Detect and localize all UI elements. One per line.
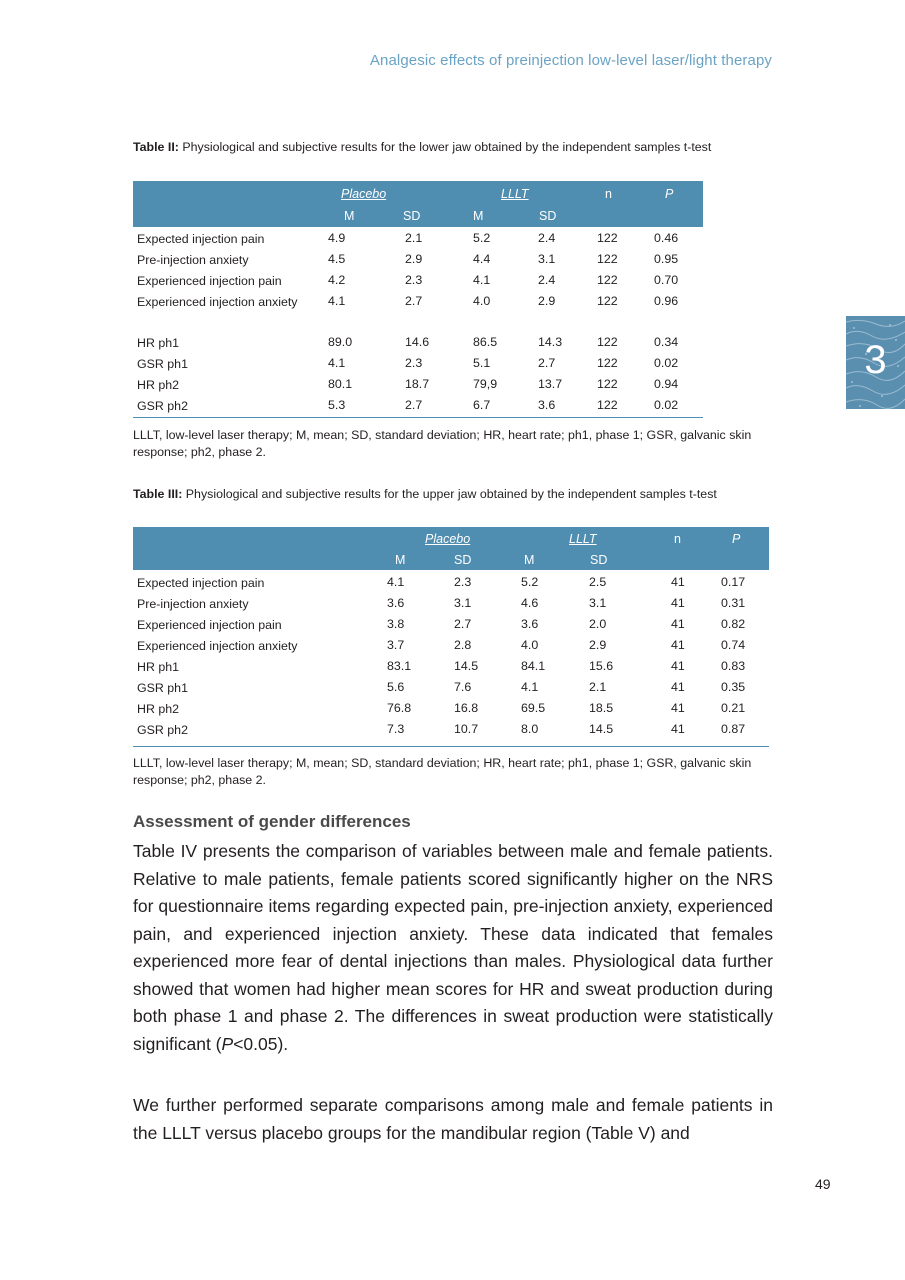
cell-placebo-sd: 2.3 [405, 356, 423, 370]
row-label: GSR ph2 [137, 399, 188, 413]
cell-lllt-m: 4.1 [473, 273, 491, 287]
cell-placebo-m: 3.8 [387, 617, 405, 631]
row-label: GSR ph1 [137, 681, 188, 695]
para1-text: Table IV presents the comparison of variables between male and female patients. Relative to male patients, female patients scored significantly higher on the NRS for questionnaire items regarding expected pain, pre-injection anxiety, experienced pain, and experienced injection anxiety. These data indicated that females experienced more fear of dental injections than males. Physiological data further showed that women had higher mean scores for HR and sweat production during both phase 1 and phase 2. The differences in sweat production were statistically significant ( [133, 841, 773, 1054]
cell-n: 122 [597, 398, 618, 412]
table3-col-lllt-sd: SD [590, 553, 608, 567]
table-row [133, 617, 769, 637]
cell-placebo-m: 7.3 [387, 722, 405, 736]
table2-col-n: n [605, 187, 612, 201]
cell-lllt-m: 86.5 [473, 335, 498, 349]
table3-group-lllt: LLLT [569, 532, 597, 546]
cell-lllt-m: 4.0 [521, 638, 539, 652]
cell-lllt-sd: 2.5 [589, 575, 607, 589]
row-label: HR ph2 [137, 702, 180, 716]
table-row [133, 680, 769, 700]
table2-label: Table II: [133, 140, 179, 154]
table-row [133, 575, 769, 595]
chapter-tab [846, 316, 905, 409]
cell-lllt-m: 5.2 [521, 575, 539, 589]
table3-col-lllt-m: M [524, 553, 535, 567]
cell-placebo-sd: 14.5 [454, 659, 479, 673]
cell-placebo-sd: 2.8 [454, 638, 472, 652]
table3-col-n: n [674, 532, 681, 546]
table2-group-lllt: LLLT [501, 187, 529, 201]
cell-placebo-sd: 3.1 [454, 596, 472, 610]
cell-placebo-sd: 2.7 [454, 617, 472, 631]
table-row [133, 294, 703, 332]
body-paragraph-2 [133, 1092, 773, 1147]
cell-placebo-sd: 2.3 [454, 575, 472, 589]
cell-lllt-m: 5.1 [473, 356, 491, 370]
cell-p: 0.70 [654, 273, 679, 287]
row-label: Expected injection pain [137, 232, 265, 246]
cell-lllt-m: 84.1 [521, 659, 546, 673]
cell-placebo-m: 4.9 [328, 231, 346, 245]
cell-lllt-sd: 2.7 [538, 356, 556, 370]
para1-italic-p: P [221, 1033, 234, 1054]
cell-n: 122 [597, 273, 618, 287]
cell-lllt-sd: 14.5 [589, 722, 614, 736]
table2-bottom-rule [133, 417, 703, 418]
table3-caption-text: Physiological and subjective results for the upper jaw obtained by the independent samples t-test [182, 487, 717, 501]
cell-lllt-m: 5.2 [473, 231, 491, 245]
cell-lllt-m: 4.1 [521, 680, 539, 694]
cell-placebo-sd: 2.1 [405, 231, 423, 245]
table2-header [133, 181, 703, 227]
cell-n: 122 [597, 356, 618, 370]
table2-body [133, 231, 703, 419]
cell-lllt-sd: 2.0 [589, 617, 607, 631]
row-label: Expected injection pain [137, 576, 265, 590]
table-row [133, 638, 769, 658]
cell-lllt-sd: 2.4 [538, 231, 556, 245]
row-label: Pre-injection anxiety [137, 253, 249, 267]
row-label: Experienced injection anxiety [137, 639, 298, 653]
cell-p: 0.95 [654, 252, 679, 266]
cell-lllt-m: 4.0 [473, 294, 491, 308]
cell-placebo-m: 5.6 [387, 680, 405, 694]
table-row [133, 273, 703, 293]
cell-n: 41 [671, 596, 685, 610]
cell-lllt-sd: 3.6 [538, 398, 556, 412]
row-label: HR ph1 [137, 660, 180, 674]
cell-lllt-m: 4.4 [473, 252, 491, 266]
cell-placebo-sd: 2.3 [405, 273, 423, 287]
cell-placebo-m: 89.0 [328, 335, 353, 349]
cell-p: 0.02 [654, 398, 679, 412]
cell-placebo-m: 4.2 [328, 273, 346, 287]
row-label: Pre-injection anxiety [137, 597, 249, 611]
cell-placebo-m: 80.1 [328, 377, 353, 391]
cell-p: 0.87 [721, 722, 746, 736]
table-row [133, 252, 703, 272]
table2-footnote: LLLT, low-level laser therapy; M, mean; SD, standard deviation; HR, heart rate; ph1, phase 1; GSR, galvanic skin response; ph2, phase 2. [133, 428, 752, 459]
chapter-number: 3 [864, 338, 887, 382]
table3-body [133, 575, 769, 748]
row-label: GSR ph2 [137, 723, 188, 737]
cell-n: 41 [671, 659, 685, 673]
cell-p: 0.74 [721, 638, 746, 652]
para1-tail: <0.05). [233, 1033, 289, 1054]
running-header: Analgesic effects of preinjection low-level laser/light therapy [369, 52, 772, 69]
cell-p: 0.31 [721, 596, 746, 610]
cell-p: 0.82 [721, 617, 746, 631]
table3-bottom-rule [133, 746, 769, 747]
cell-p: 0.17 [721, 575, 746, 589]
cell-placebo-sd: 14.6 [405, 335, 430, 349]
cell-n: 41 [671, 722, 685, 736]
table-row [133, 722, 769, 742]
cell-lllt-m: 8.0 [521, 722, 539, 736]
table3-footnote: LLLT, low-level laser therapy; M, mean; SD, standard deviation; HR, heart rate; ph1, phase 1; GSR, galvanic skin response; ph2, phase 2. [133, 756, 752, 787]
table2-col-lllt-m: M [473, 209, 484, 223]
cell-n: 122 [597, 377, 618, 391]
cell-n: 122 [597, 252, 618, 266]
table3-col-p: P [732, 532, 741, 546]
table2-caption-text: Physiological and subjective results for the lower jaw obtained by the independent samples t-test [178, 140, 712, 154]
table-row [133, 335, 703, 355]
cell-lllt-sd: 2.9 [538, 294, 556, 308]
cell-placebo-sd: 18.7 [405, 377, 430, 391]
cell-lllt-sd: 2.4 [538, 273, 556, 287]
table-row [133, 701, 769, 721]
cell-lllt-m: 3.6 [521, 617, 539, 631]
cell-lllt-m: 4.6 [521, 596, 539, 610]
row-label: Experienced injection pain [137, 618, 282, 632]
cell-placebo-sd: 2.7 [405, 398, 423, 412]
table3-label: Table III: [133, 487, 183, 501]
cell-lllt-sd: 2.1 [589, 680, 607, 694]
table2-col-p: P [665, 187, 674, 201]
cell-n: 41 [671, 575, 685, 589]
cell-p: 0.34 [654, 335, 679, 349]
cell-p: 0.21 [721, 701, 746, 715]
cell-n: 41 [671, 638, 685, 652]
cell-n: 122 [597, 231, 618, 245]
page-number: 49 [815, 1176, 831, 1192]
table-row [133, 596, 769, 616]
cell-p: 0.96 [654, 294, 679, 308]
cell-placebo-m: 3.6 [387, 596, 405, 610]
cell-lllt-sd: 15.6 [589, 659, 614, 673]
table2-col-placebo-sd: SD [403, 209, 421, 223]
cell-lllt-m: 6.7 [473, 398, 491, 412]
section-heading: Assessment of gender differences [133, 812, 411, 831]
cell-placebo-m: 4.1 [387, 575, 405, 589]
cell-placebo-m: 4.1 [328, 294, 346, 308]
row-label: HR ph2 [137, 378, 180, 392]
cell-p: 0.35 [721, 680, 746, 694]
cell-placebo-m: 4.5 [328, 252, 346, 266]
table3-header [133, 527, 769, 570]
cell-n: 41 [671, 617, 685, 631]
cell-placebo-sd: 2.9 [405, 252, 423, 266]
cell-p: 0.83 [721, 659, 746, 673]
table-row [133, 231, 703, 251]
cell-placebo-m: 76.8 [387, 701, 412, 715]
table2-caption [133, 139, 773, 155]
cell-lllt-sd: 13.7 [538, 377, 563, 391]
table3-col-placebo-sd: SD [454, 553, 472, 567]
cell-p: 0.94 [654, 377, 679, 391]
table-row [133, 659, 769, 679]
cell-lllt-m: 79,9 [473, 377, 498, 391]
table-row [133, 377, 703, 397]
cell-lllt-sd: 14.3 [538, 335, 563, 349]
cell-n: 41 [671, 701, 685, 715]
table3-caption [133, 486, 773, 502]
cell-placebo-m: 83.1 [387, 659, 412, 673]
cell-placebo-m: 4.1 [328, 356, 346, 370]
cell-placebo-m: 3.7 [387, 638, 405, 652]
cell-lllt-sd: 18.5 [589, 701, 614, 715]
table3-group-placebo: Placebo [425, 532, 471, 546]
para2-text: We further performed separate comparisons among male and female patients in the LLLT versus placebo groups for the mandibular region (Table V) and [133, 1095, 773, 1143]
cell-placebo-sd: 16.8 [454, 701, 479, 715]
cell-placebo-sd: 10.7 [454, 722, 479, 736]
row-label: GSR ph1 [137, 357, 188, 371]
table-row [133, 398, 703, 418]
cell-n: 122 [597, 294, 618, 308]
cell-placebo-m: 5.3 [328, 398, 346, 412]
cell-lllt-sd: 3.1 [538, 252, 556, 266]
cell-placebo-sd: 2.7 [405, 294, 423, 308]
row-label: Experienced injection pain [137, 274, 282, 288]
table-row [133, 356, 703, 376]
cell-lllt-sd: 3.1 [589, 596, 607, 610]
table2-col-lllt-sd: SD [539, 209, 557, 223]
cell-lllt-m: 69.5 [521, 701, 546, 715]
cell-lllt-sd: 2.9 [589, 638, 607, 652]
row-label: HR ph1 [137, 336, 180, 350]
table2-col-placebo-m: M [344, 209, 355, 223]
cell-n: 41 [671, 680, 685, 694]
table3-col-placebo-m: M [395, 553, 406, 567]
cell-placebo-sd: 7.6 [454, 680, 472, 694]
cell-p: 0.46 [654, 231, 679, 245]
cell-n: 122 [597, 335, 618, 349]
body-paragraph-1 [133, 838, 773, 1058]
row-label: Experienced injection anxiety [137, 295, 298, 309]
cell-p: 0.02 [654, 356, 679, 370]
table2-group-placebo: Placebo [341, 187, 387, 201]
